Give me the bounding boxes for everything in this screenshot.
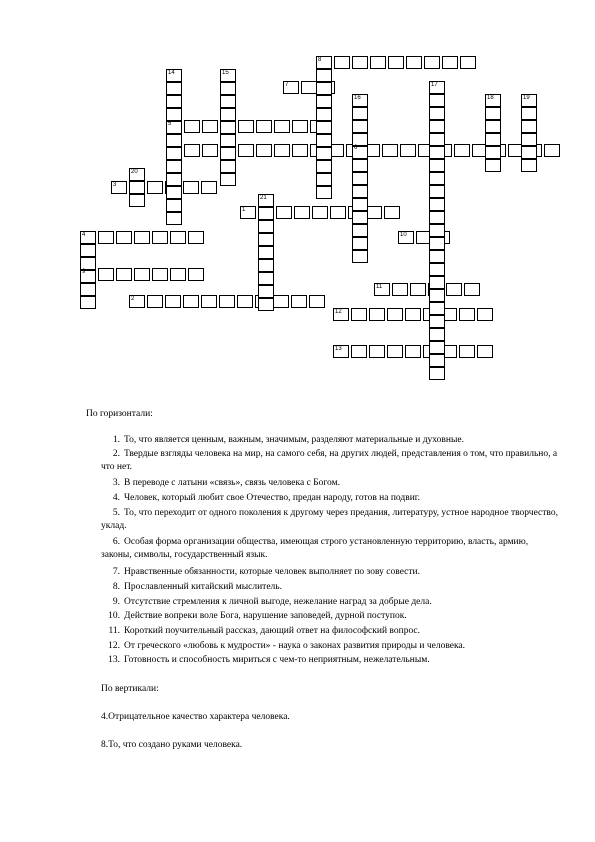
crossword-cell[interactable] [98, 268, 114, 281]
crossword-cell[interactable] [316, 147, 332, 160]
crossword-cell[interactable] [129, 181, 145, 194]
crossword-cell[interactable] [429, 211, 445, 224]
crossword-cell[interactable] [429, 289, 445, 302]
clue-number: 1 [242, 207, 246, 213]
crossword-cell[interactable] [429, 146, 445, 159]
clue-number: 16 [354, 95, 361, 101]
across-clue [101, 566, 561, 579]
crossword-cell[interactable] [459, 345, 475, 358]
crossword-cell[interactable] [202, 144, 218, 157]
crossword-cell[interactable] [116, 231, 132, 244]
across-clue-text: От греческого «любовь к мудрости» - наука о законах развития природы и человека. [124, 641, 466, 651]
across-clue [101, 640, 561, 653]
crossword-cell[interactable] [258, 285, 274, 298]
crossword-cell[interactable] [352, 172, 368, 185]
crossword-cell[interactable] [351, 345, 367, 358]
crossword-cell[interactable] [183, 295, 199, 308]
across-clue [101, 581, 561, 594]
crossword-cell[interactable] [352, 185, 368, 198]
crossword-cell[interactable] [429, 367, 445, 380]
crossword-cell[interactable] [166, 134, 182, 147]
crossword-cell[interactable] [220, 134, 236, 147]
crossword-cell[interactable] [220, 95, 236, 108]
crossword-cell[interactable] [316, 82, 332, 95]
across-clue [101, 596, 561, 609]
crossword-cell[interactable] [429, 198, 445, 211]
across-clue-number: 5. [112, 508, 120, 518]
crossword-cell[interactable] [98, 231, 114, 244]
crossword-cell[interactable] [152, 268, 168, 281]
crossword-cell[interactable] [429, 172, 445, 185]
crossword-cell[interactable] [330, 206, 346, 219]
across-clue-number: 13. [108, 655, 120, 665]
across-clue [101, 610, 561, 623]
crossword-cell[interactable] [400, 144, 416, 157]
crossword-cell[interactable] [429, 159, 445, 172]
crossword-cell[interactable] [166, 160, 182, 173]
across-clue-text: Короткий поучительный рассказ, дающий ответ на философский вопрос. [124, 626, 421, 636]
crossword-cell[interactable] [352, 198, 368, 211]
crossword-cell[interactable] [429, 185, 445, 198]
crossword-cell[interactable] [237, 295, 253, 308]
across-clue-text: Действие вопреки воле Бога, нарушение заповедей, дурной поступок. [124, 611, 407, 621]
crossword-cell[interactable] [220, 147, 236, 160]
crossword-cell[interactable] [238, 120, 254, 133]
crossword-cell[interactable] [429, 107, 445, 120]
crossword-cell[interactable] [521, 120, 537, 133]
crossword-cell[interactable] [521, 159, 537, 172]
crossword-cell[interactable] [201, 295, 217, 308]
crossword-cell[interactable] [316, 95, 332, 108]
crossword-cell[interactable] [366, 206, 382, 219]
crossword-cell[interactable] [274, 144, 290, 157]
across-clue [101, 492, 561, 505]
clue-number: 9 [82, 269, 86, 275]
crossword-cell[interactable] [429, 276, 445, 289]
crossword-cell[interactable] [170, 231, 186, 244]
crossword-cell[interactable] [258, 220, 274, 233]
crossword-cell[interactable] [258, 259, 274, 272]
crossword-cell[interactable] [429, 133, 445, 146]
across-clue-number: 10. [108, 611, 120, 621]
crossword-cell[interactable] [429, 341, 445, 354]
crossword-cell[interactable] [147, 181, 163, 194]
down-clue-8: 8.То, что создано руками человека. [101, 740, 243, 750]
crossword-cell[interactable] [429, 263, 445, 276]
crossword-cell[interactable] [544, 144, 560, 157]
crossword-cell[interactable] [352, 107, 368, 120]
crossword-cell[interactable] [274, 120, 290, 133]
crossword-cell[interactable] [312, 206, 328, 219]
across-clue-text: То, что переходит от одного поколения к другому через предания, литературу, устное народное творчество, уклад. [101, 508, 558, 531]
across-clue [101, 654, 561, 667]
crossword-cell[interactable] [406, 56, 422, 69]
crossword-cell[interactable] [301, 81, 317, 94]
crossword-cell[interactable] [183, 181, 199, 194]
crossword-cell[interactable] [220, 173, 236, 186]
crossword-cell[interactable] [309, 295, 325, 308]
across-clue-text: Готовность и способность мириться с чем-то неприятным, нежелательным. [124, 655, 430, 665]
down-clue-4: 4.Отрицательное качество характера человека. [101, 712, 290, 722]
crossword-cell[interactable] [521, 146, 537, 159]
across-clue-number: 2. [112, 449, 120, 459]
crossword-cell[interactable] [352, 224, 368, 237]
crossword-cell[interactable] [429, 315, 445, 328]
crossword-cell[interactable] [134, 231, 150, 244]
crossword-cell[interactable] [464, 283, 480, 296]
crossword-cell[interactable] [188, 268, 204, 281]
clue-number: 21 [260, 195, 267, 201]
crossword-cell[interactable] [220, 82, 236, 95]
crossword-cell[interactable] [485, 107, 501, 120]
crossword-cell[interactable] [166, 186, 182, 199]
crossword-cell[interactable] [152, 231, 168, 244]
crossword-cell[interactable] [166, 173, 182, 186]
clue-number: 15 [222, 70, 229, 76]
crossword-cell[interactable] [521, 133, 537, 146]
clue-number: 13 [335, 346, 342, 352]
across-clue [101, 625, 561, 638]
across-clue-text: В переводе с латыни «связь», связь человека с Богом. [124, 478, 340, 488]
crossword-cell[interactable] [201, 181, 217, 194]
crossword-cell[interactable] [334, 56, 350, 69]
across-clue [101, 507, 561, 532]
crossword-cell[interactable] [429, 328, 445, 341]
crossword-cell[interactable] [294, 206, 310, 219]
crossword-cell[interactable] [387, 308, 403, 321]
crossword-cell[interactable] [485, 120, 501, 133]
across-clue-text: Человек, который любит свое Отечество, предан народу, готов на подвиг. [124, 493, 421, 503]
crossword-cell[interactable] [316, 69, 332, 82]
clue-number: 4 [82, 232, 86, 238]
across-clue-number: 12. [108, 641, 120, 651]
crossword-cell[interactable] [316, 186, 332, 199]
crossword-cell[interactable] [238, 144, 254, 157]
across-clue-number: 7. [112, 567, 120, 577]
down-heading: По вертикали: [101, 684, 159, 694]
across-clue-text: Отсутствие стремления к личной выгоде, нежелание наград за добрые дела. [124, 597, 432, 607]
crossword-cell[interactable] [521, 107, 537, 120]
across-clue-number: 9. [112, 597, 120, 607]
clue-number: 11 [376, 284, 383, 290]
across-clue-number: 8. [112, 582, 120, 592]
across-clue [101, 477, 561, 490]
crossword-cell[interactable] [384, 206, 400, 219]
crossword-cell[interactable] [166, 212, 182, 225]
across-clue-text: Твердые взгляды человека на мир, на самого себя, на других людей, представления о том, что правильно, а что нет. [101, 449, 558, 472]
crossword-cell[interactable] [352, 56, 368, 69]
crossword-cell[interactable] [188, 231, 204, 244]
across-clue-text: Прославленный китайский мыслитель. [124, 582, 282, 592]
crossword-cell[interactable] [219, 295, 235, 308]
across-clue-text: Особая форма организации общества, имеющая строго установленную территорию, власть, армию, законы, символы, государственный язык. [101, 537, 529, 560]
crossword-cell[interactable] [429, 224, 445, 237]
clue-number: 2 [131, 296, 135, 302]
crossword-cell[interactable] [424, 56, 440, 69]
crossword-cell[interactable] [370, 56, 386, 69]
crossword-cell[interactable] [147, 295, 163, 308]
crossword-cell[interactable] [369, 345, 385, 358]
crossword-cell[interactable] [388, 56, 404, 69]
crossword-cell[interactable] [429, 237, 445, 250]
crossword-cell[interactable] [352, 237, 368, 250]
crossword-cell[interactable] [292, 120, 308, 133]
crossword-cell[interactable] [292, 144, 308, 157]
crossword-cell[interactable] [369, 308, 385, 321]
crossword-cell[interactable] [80, 283, 96, 296]
crossword-cell[interactable] [459, 308, 475, 321]
clue-number: 10 [400, 232, 407, 238]
crossword-cell[interactable] [256, 144, 272, 157]
crossword-cell[interactable] [258, 233, 274, 246]
crossword-cell[interactable] [405, 345, 421, 358]
crossword-cell[interactable] [460, 56, 476, 69]
crossword-cell[interactable] [129, 194, 145, 207]
crossword-cell[interactable] [429, 120, 445, 133]
crossword-cell[interactable] [258, 298, 274, 311]
crossword-cell[interactable] [316, 173, 332, 186]
crossword-cell[interactable] [429, 302, 445, 315]
across-clue-text: То, что является ценным, важным, значимым, разделяют материальные и духовные. [124, 435, 464, 445]
crossword-cell[interactable] [387, 345, 403, 358]
clue-number: 14 [168, 70, 175, 76]
clue-number: 8 [318, 57, 322, 63]
clue-number: 6 [354, 145, 358, 151]
crossword-cell[interactable] [184, 144, 200, 157]
clue-number: 7 [285, 82, 289, 88]
across-heading: По горизонтали: [86, 409, 153, 419]
crossword-cell[interactable] [256, 120, 272, 133]
across-clue-text: Нравственные обязанности, которые человек выполняет по зову совести. [124, 567, 420, 577]
crossword-cell[interactable] [485, 146, 501, 159]
crossword-cell[interactable] [392, 283, 408, 296]
crossword-cell[interactable] [166, 147, 182, 160]
crossword-cell[interactable] [477, 345, 493, 358]
clue-number: 18 [487, 95, 494, 101]
crossword-cell[interactable] [382, 144, 398, 157]
crossword-cell[interactable] [352, 250, 368, 263]
clue-number: 19 [523, 95, 530, 101]
across-clue-number: 6. [112, 537, 120, 547]
crossword-cell[interactable] [352, 159, 368, 172]
crossword-cell[interactable] [134, 268, 150, 281]
clue-number: 20 [131, 169, 138, 175]
crossword-cell[interactable] [184, 120, 200, 133]
crossword-cell[interactable] [316, 108, 332, 121]
across-clue-number: 11. [108, 626, 120, 636]
crossword-cell[interactable] [351, 308, 367, 321]
crossword-cell[interactable] [352, 120, 368, 133]
clue-number: 3 [113, 182, 117, 188]
crossword-cell[interactable] [166, 82, 182, 95]
crossword-cell[interactable] [258, 207, 274, 220]
across-clue-number: 4. [112, 493, 120, 503]
crossword-cell[interactable] [442, 56, 458, 69]
across-clue-number: 1. [112, 435, 120, 445]
crossword-cell[interactable] [220, 160, 236, 173]
crossword-cell[interactable] [485, 159, 501, 172]
crossword-cell[interactable] [352, 211, 368, 224]
crossword-cell[interactable] [291, 295, 307, 308]
clue-number: 5 [168, 121, 172, 127]
crossword-cell[interactable] [220, 108, 236, 121]
across-clue-number: 3. [112, 478, 120, 488]
crossword-cell[interactable] [258, 246, 274, 259]
crossword-cell[interactable] [166, 199, 182, 212]
crossword-cell[interactable] [166, 108, 182, 121]
crossword-cell[interactable] [80, 244, 96, 257]
clue-number: 17 [431, 82, 438, 88]
crossword-cell[interactable] [454, 144, 470, 157]
crossword-cell[interactable] [258, 272, 274, 285]
crossword-cell[interactable] [316, 121, 332, 134]
across-clue [101, 434, 561, 447]
crossword-cell[interactable] [316, 134, 332, 147]
crossword-cell[interactable] [273, 295, 289, 308]
crossword-cell[interactable] [485, 133, 501, 146]
crossword-cell[interactable] [202, 120, 218, 133]
crossword-cell[interactable] [316, 160, 332, 173]
crossword-cell[interactable] [446, 283, 462, 296]
across-clue [101, 536, 561, 561]
crossword-cell[interactable] [276, 206, 292, 219]
crossword-cell[interactable] [166, 95, 182, 108]
crossword-cell[interactable] [477, 308, 493, 321]
crossword-cell[interactable] [165, 295, 181, 308]
crossword-cell[interactable] [116, 268, 132, 281]
crossword-cell[interactable] [429, 94, 445, 107]
crossword-cell[interactable] [80, 296, 96, 309]
across-clue [101, 448, 561, 473]
crossword-cell[interactable] [429, 354, 445, 367]
crossword-cell[interactable] [405, 308, 421, 321]
clue-number: 12 [335, 309, 342, 315]
crossword-cell[interactable] [429, 250, 445, 263]
crossword-cell[interactable] [220, 121, 236, 134]
crossword-cell[interactable] [410, 283, 426, 296]
crossword-cell[interactable] [170, 268, 186, 281]
